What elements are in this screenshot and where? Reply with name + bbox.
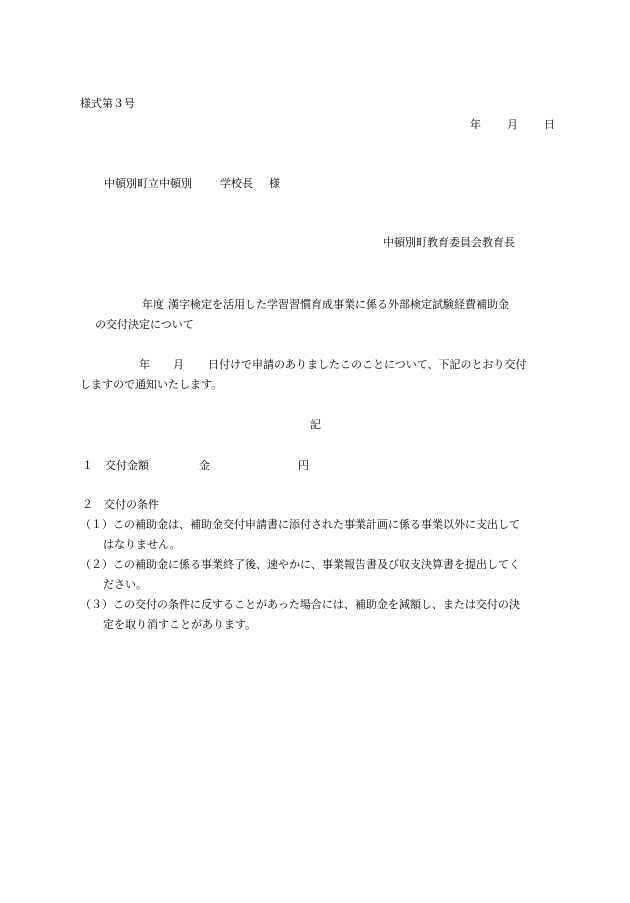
subject-title: 漢字検定を活用した学習習慣育成事業に係る外部検定試験経費補助金 (168, 298, 509, 311)
item-2-heading: ２ 交付の条件 (82, 498, 159, 511)
intro-line-1 (139, 358, 527, 372)
intro-line-1-text: 日付けで申請のありましたこのことについて、下記のとおり交付 (208, 358, 527, 371)
condition-1-line-2: はなりません。 (103, 538, 181, 551)
item-1-kin: 金 (199, 459, 210, 472)
recipient (104, 177, 280, 191)
date-line (470, 118, 555, 132)
recipient-school: 中頓別町立中頓別 (104, 177, 192, 190)
condition-1-line-1: （１）この補助金は、補助金交付申請書に添付された事業計画に係る事業以外に支出して (80, 518, 520, 531)
condition-3-line-1: （３）この交付の条件に反することがあった場合には、補助金を減額し、または交付の決 (80, 598, 520, 611)
subject-line-2: の交付決定について (95, 318, 194, 331)
date-year: 年 (470, 118, 481, 131)
condition-2-line-1: （２）この補助金に係る事業終了後、速やかに、事業報告書及び収支決算書を提出してく (80, 558, 520, 571)
ki-heading: 記 (310, 418, 321, 431)
condition-3-line-2: 定を取り消すことがあります。 (103, 618, 257, 631)
form-number: 様式第３号 (80, 97, 135, 110)
sender: 中頓別町教育委員会教育長 (383, 236, 515, 249)
subject-year-label: 年度 (142, 298, 164, 311)
intro-line-2: しますので通知いたします。 (80, 378, 223, 391)
condition-2-line-2: ださい。 (103, 578, 147, 591)
date-month: 月 (507, 118, 518, 131)
item-1-yen: 円 (298, 459, 309, 472)
item-1-number: １ (82, 459, 93, 472)
recipient-title: 学校長 (220, 177, 253, 190)
date-day: 日 (544, 118, 555, 131)
intro-year: 年 (139, 358, 150, 371)
item-1 (82, 459, 309, 473)
subject-line-1 (142, 298, 509, 312)
recipient-honorific: 様 (269, 177, 280, 190)
item-1-label: 交付金額 (105, 459, 149, 472)
intro-month: 月 (173, 358, 184, 371)
